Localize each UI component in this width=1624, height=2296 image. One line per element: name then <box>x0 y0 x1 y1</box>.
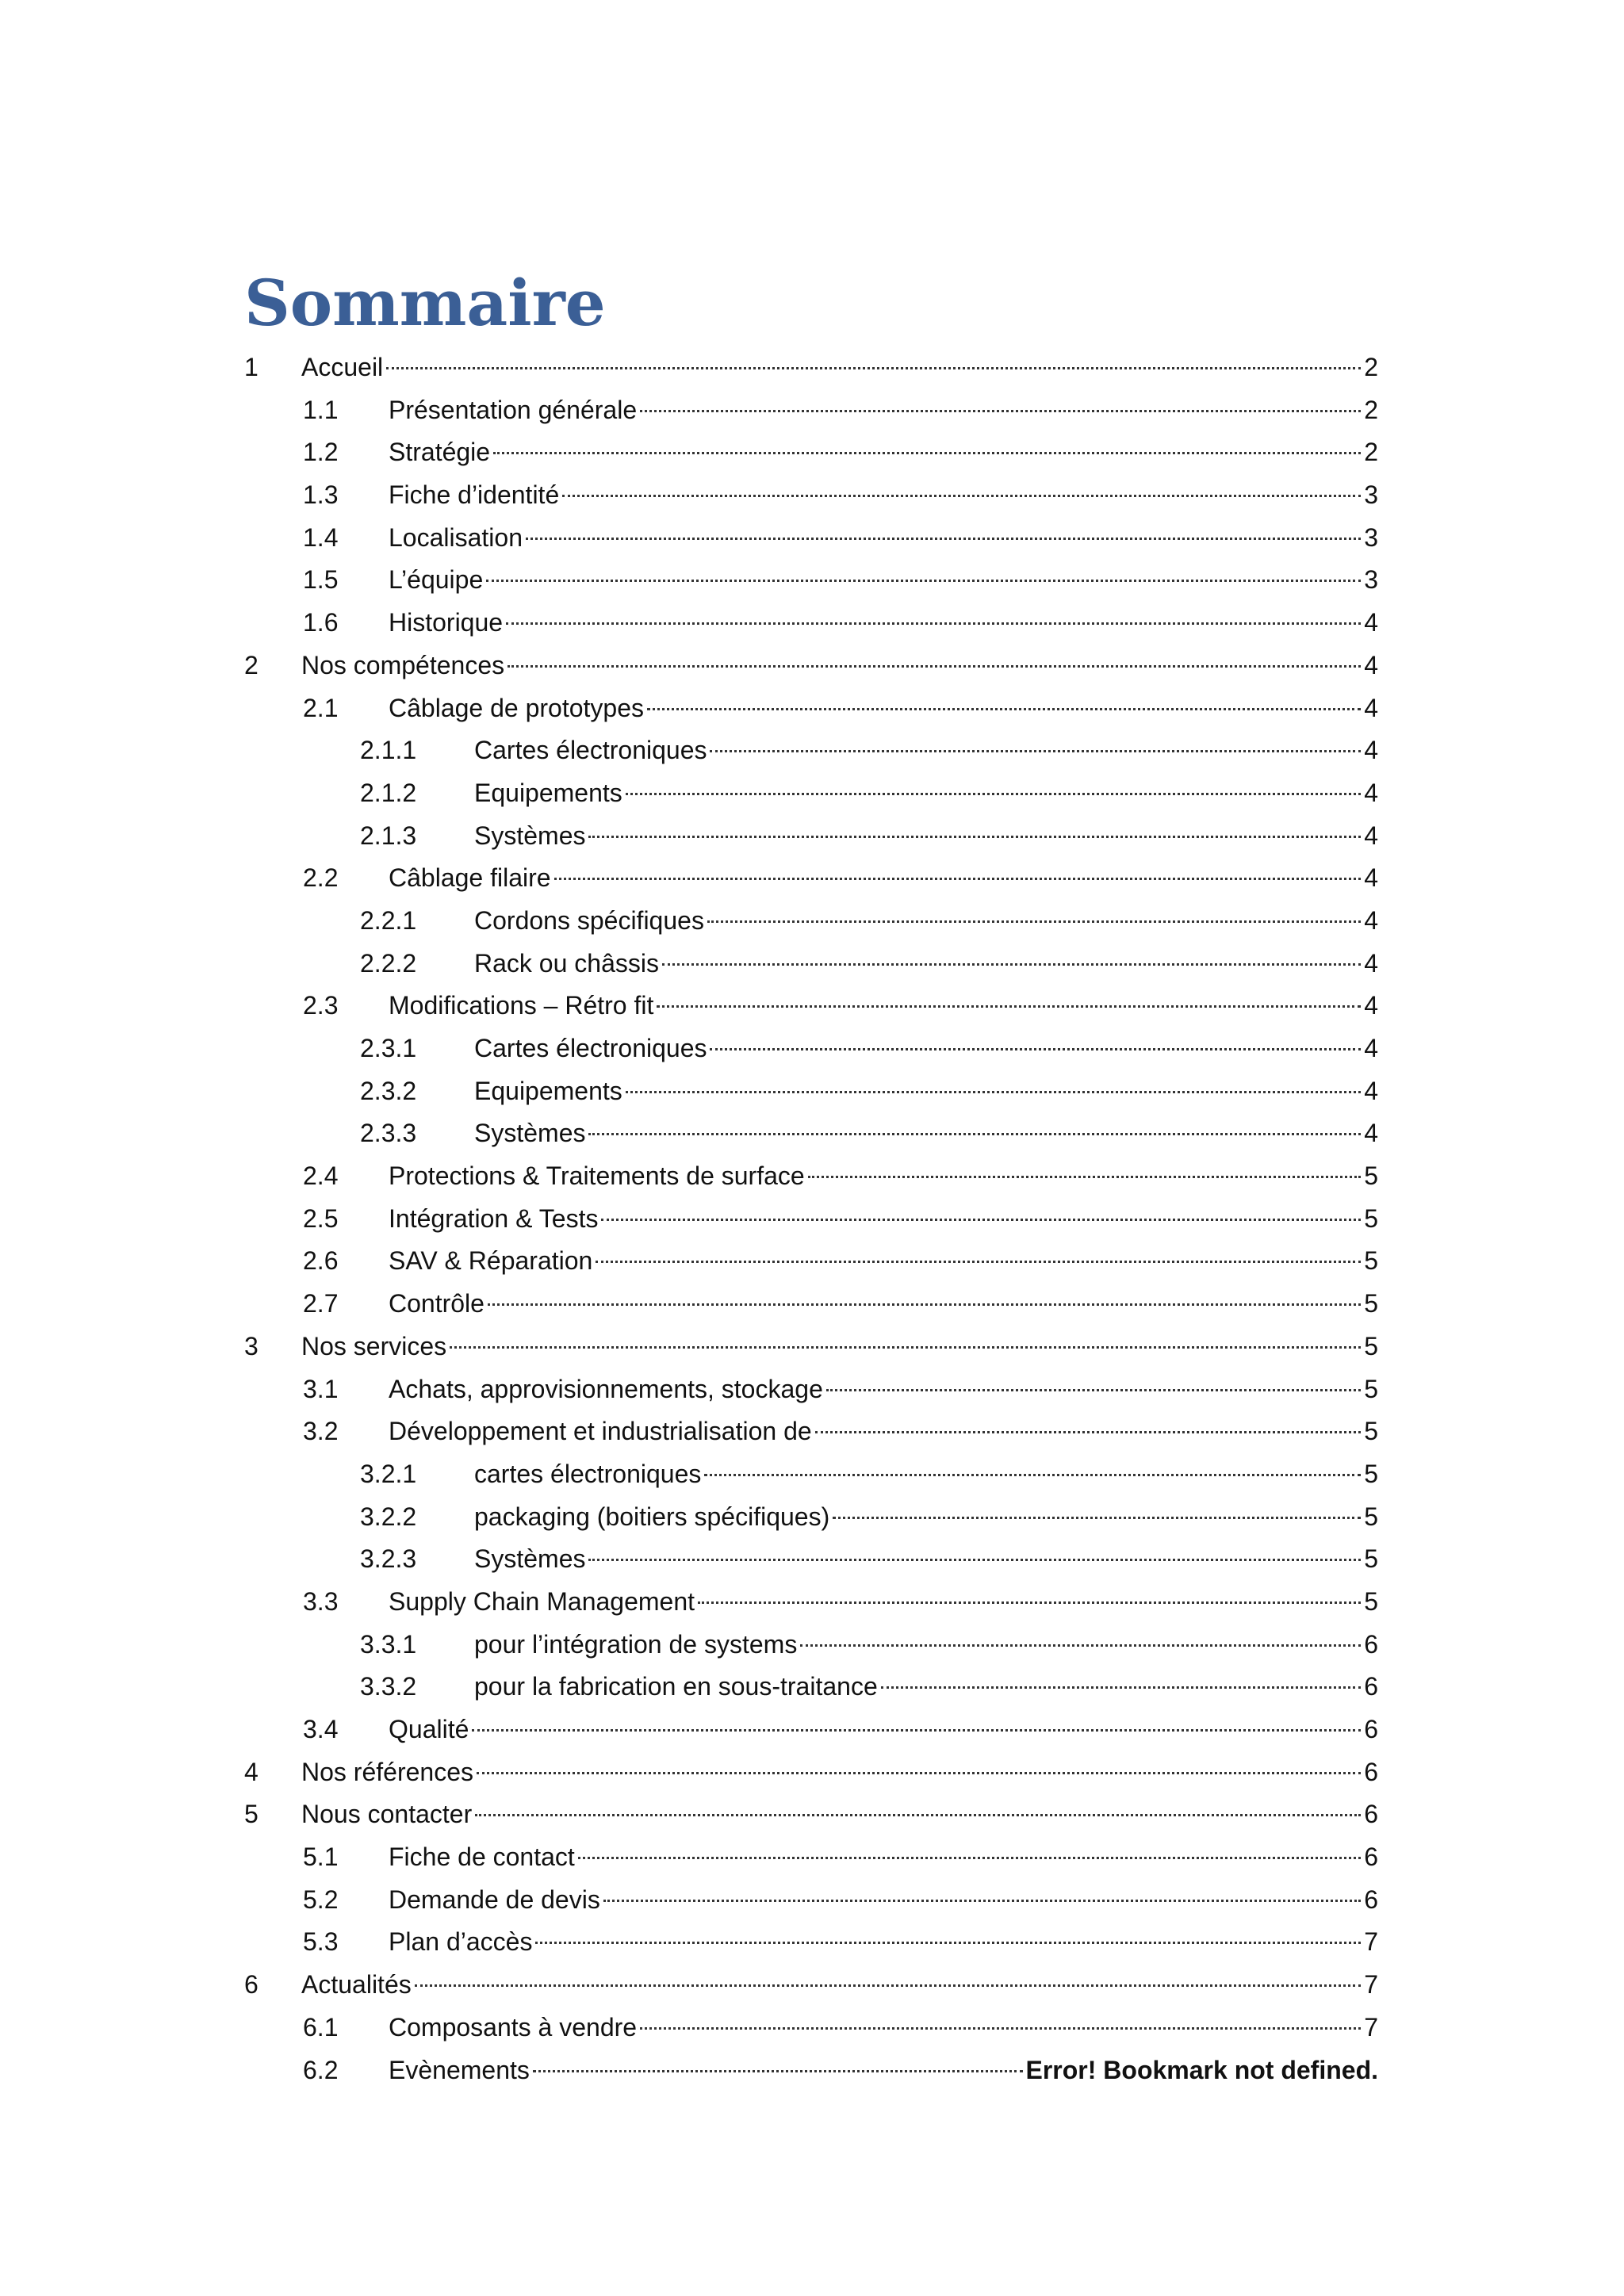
toc-entry-page: 5 <box>1364 1586 1378 1616</box>
toc-entry-number: 2.2.2 <box>360 948 417 978</box>
toc-entry-title: Evènements <box>389 2055 530 2084</box>
toc-entry[interactable] <box>244 1836 1378 1879</box>
toc-dot-leader <box>588 835 1361 838</box>
toc-dot-leader <box>493 451 1361 454</box>
toc-entry[interactable] <box>244 559 1378 602</box>
toc-entry-page: 4 <box>1364 821 1378 850</box>
toc-entry-number: 2.3.3 <box>360 1119 417 1148</box>
toc-entry-number: 2.4 <box>303 1161 339 1191</box>
toc-entry[interactable] <box>244 857 1378 900</box>
toc-entry-page: 4 <box>1364 736 1378 765</box>
toc-entry[interactable] <box>244 772 1378 815</box>
toc-entry-page: 2 <box>1364 438 1378 467</box>
toc-entry-page: 4 <box>1364 905 1378 935</box>
toc-dot-leader <box>626 1090 1361 1093</box>
toc-entry-number: 2.7 <box>303 1289 339 1318</box>
toc-entry-page: 3 <box>1364 480 1378 510</box>
toc-entry-title: Cartes électroniques <box>474 1034 707 1062</box>
toc-entry[interactable] <box>244 900 1378 943</box>
toc-entry-title: Cartes électroniques <box>474 736 707 765</box>
toc-dot-leader <box>450 1345 1361 1349</box>
toc-dot-leader <box>647 707 1361 710</box>
toc-entry-page: 4 <box>1364 1076 1378 1105</box>
toc-dot-leader <box>710 1047 1361 1050</box>
toc-entry-title: Equipements <box>474 778 622 807</box>
toc-entry-title: Câblage de prototypes <box>389 693 644 722</box>
toc-entry-title: Demande de devis <box>389 1885 600 1914</box>
toc-entry[interactable] <box>244 1496 1378 1539</box>
toc-entry[interactable] <box>244 1624 1378 1667</box>
table-of-contents <box>244 346 1378 2091</box>
toc-entry-page: 5 <box>1364 1374 1378 1403</box>
toc-dot-leader <box>588 1132 1361 1135</box>
toc-entry-title: Fiche de contact <box>389 1843 575 1872</box>
toc-entry-title: Plan d’accès <box>389 1927 533 1957</box>
toc-entry-title: Rack ou châssis <box>474 948 659 978</box>
toc-entry-page: 6 <box>1364 1800 1378 1829</box>
toc-entry-title: Cordons spécifiques <box>474 905 704 935</box>
toc-dot-leader <box>826 1388 1361 1391</box>
toc-entry[interactable] <box>244 985 1378 1027</box>
toc-dot-leader <box>533 2069 1023 2072</box>
toc-dot-leader <box>526 537 1361 540</box>
toc-entry-title: Nous contacter <box>301 1800 473 1829</box>
toc-entry-number: 1.6 <box>303 608 339 637</box>
toc-entry[interactable] <box>244 1964 1378 2007</box>
toc-dot-leader <box>415 1984 1361 1987</box>
toc-entry[interactable] <box>244 1751 1378 1794</box>
toc-entry[interactable] <box>244 1198 1378 1241</box>
toc-entry-number: 2.1 <box>303 693 339 722</box>
toc-entry-title: SAV & Réparation <box>389 1246 593 1276</box>
toc-entry-page: 5 <box>1364 1544 1378 1574</box>
toc-entry-number: 2.5 <box>303 1203 339 1233</box>
toc-entry-title: Câblage filaire <box>389 863 551 893</box>
toc-entry-title: Systèmes <box>474 1119 586 1148</box>
toc-entry-number: 2.2.1 <box>360 905 417 935</box>
toc-entry-number: 1.3 <box>303 480 339 510</box>
toc-entry-title: Nos services <box>301 1331 447 1360</box>
toc-entry-title: L’équipe <box>389 565 484 595</box>
toc-dot-leader <box>707 920 1361 923</box>
toc-entry-title: Présentation générale <box>389 395 638 424</box>
toc-entry-number: 1.2 <box>303 438 339 467</box>
toc-entry[interactable] <box>244 1112 1378 1155</box>
toc-entry-number: 6 <box>244 1970 259 1999</box>
toc-entry-title: Intégration & Tests <box>389 1203 599 1233</box>
toc-entry[interactable] <box>244 1581 1378 1624</box>
toc-entry-title: Développement et industrialisation de <box>389 1417 812 1446</box>
toc-dot-leader <box>603 1899 1361 1902</box>
toc-dot-leader <box>704 1473 1361 1476</box>
toc-entry-page: 4 <box>1364 991 1378 1020</box>
toc-entry-page: 6 <box>1364 1757 1378 1786</box>
toc-entry-number: 2.1.2 <box>360 778 417 807</box>
toc-entry-page: 7 <box>1364 1970 1378 1999</box>
toc-entry-number: 2.2 <box>303 863 339 893</box>
toc-entry[interactable] <box>244 346 1378 389</box>
toc-entry[interactable] <box>244 602 1378 645</box>
toc-dot-leader <box>815 1430 1362 1433</box>
toc-dot-leader <box>596 1260 1361 1263</box>
toc-dot-leader <box>475 1813 1361 1816</box>
toc-entry-number: 3.3.2 <box>360 1672 417 1701</box>
toc-entry-number: 5.3 <box>303 1927 339 1957</box>
toc-entry-page: 5 <box>1364 1246 1378 1276</box>
toc-dot-leader <box>477 1771 1361 1774</box>
toc-entry-page: 4 <box>1364 948 1378 978</box>
toc-entry[interactable] <box>244 389 1378 432</box>
toc-dot-leader <box>808 1175 1362 1178</box>
toc-entry-page: 3 <box>1364 522 1378 552</box>
toc-title: Sommaire <box>244 266 606 340</box>
toc-entry-title: Historique <box>389 608 504 637</box>
toc-entry-title: Stratégie <box>389 438 491 467</box>
toc-entry-page: 3 <box>1364 565 1378 595</box>
toc-entry[interactable] <box>244 1240 1378 1283</box>
toc-entry-page: 4 <box>1364 693 1378 722</box>
toc-dot-leader <box>601 1218 1361 1221</box>
toc-entry-page-error: Error! Bookmark not defined. <box>1025 2055 1378 2084</box>
toc-entry-number: 2.1.1 <box>360 736 417 765</box>
toc-entry-number: 5.1 <box>303 1843 339 1872</box>
toc-entry[interactable] <box>244 1793 1378 1836</box>
toc-entry[interactable] <box>244 1538 1378 1581</box>
toc-entry-number: 6.2 <box>303 2055 339 2084</box>
toc-entry-number: 1.4 <box>303 522 339 552</box>
toc-entry-page: 2 <box>1364 395 1378 424</box>
toc-entry-title: Modifications – Rétro fit <box>389 991 654 1020</box>
toc-dot-leader <box>486 579 1361 582</box>
toc-dot-leader <box>881 1686 1361 1689</box>
toc-dot-leader <box>535 1941 1361 1944</box>
toc-entry-page: 5 <box>1364 1331 1378 1360</box>
toc-entry-number: 2.3 <box>303 991 339 1020</box>
toc-entry-title: Nos références <box>301 1757 473 1786</box>
toc-entry-page: 7 <box>1364 2012 1378 2042</box>
toc-entry[interactable] <box>244 1879 1378 1922</box>
toc-entry-page: 7 <box>1364 1927 1378 1957</box>
toc-entry-title: Nos compétences <box>301 650 505 679</box>
toc-entry[interactable] <box>244 943 1378 985</box>
toc-entry-title: Protections & Traitements de surface <box>389 1161 805 1191</box>
toc-dot-leader <box>640 2026 1361 2030</box>
toc-entry-page: 5 <box>1364 1502 1378 1531</box>
toc-entry[interactable] <box>244 1155 1378 1198</box>
toc-entry-page: 6 <box>1364 1672 1378 1701</box>
toc-dot-leader <box>833 1516 1361 1519</box>
toc-entry-title: Achats, approvisionnements, stockage <box>389 1374 823 1403</box>
toc-entry[interactable] <box>244 815 1378 858</box>
toc-entry-page: 6 <box>1364 1629 1378 1659</box>
toc-entry[interactable] <box>244 687 1378 730</box>
toc-dot-leader <box>710 749 1361 752</box>
toc-entry-title: Fiche d’identité <box>389 480 560 510</box>
toc-dot-leader <box>698 1601 1361 1604</box>
toc-entry-number: 3.2 <box>303 1417 339 1446</box>
toc-entry-title: Equipements <box>474 1076 622 1105</box>
toc-entry-page: 5 <box>1364 1459 1378 1488</box>
toc-entry-number: 3.3 <box>303 1586 339 1616</box>
toc-entry-page: 4 <box>1364 1119 1378 1148</box>
toc-entry-page: 4 <box>1364 778 1378 807</box>
toc-entry-title: pour l’intégration de systems <box>474 1629 798 1659</box>
toc-dot-leader <box>640 409 1361 412</box>
toc-entry-page: 5 <box>1364 1203 1378 1233</box>
toc-entry[interactable] <box>244 517 1378 560</box>
toc-entry-title: Systèmes <box>474 821 586 850</box>
toc-dot-leader <box>588 1558 1361 1561</box>
toc-entry[interactable] <box>244 431 1378 474</box>
toc-entry[interactable] <box>244 1410 1378 1453</box>
toc-entry-title: Contrôle <box>389 1289 485 1318</box>
toc-dot-leader <box>488 1303 1361 1306</box>
toc-entry-number: 2.6 <box>303 1246 339 1276</box>
toc-entry-title: Localisation <box>389 522 523 552</box>
toc-entry-number: 5.2 <box>303 1885 339 1914</box>
toc-entry[interactable] <box>244 1027 1378 1070</box>
toc-entry-number: 2.3.1 <box>360 1034 417 1062</box>
toc-entry-page: 4 <box>1364 1034 1378 1062</box>
toc-entry[interactable] <box>244 1326 1378 1368</box>
toc-entry[interactable] <box>244 2007 1378 2049</box>
toc-entry-title: Actualités <box>301 1970 412 1999</box>
toc-dot-leader <box>800 1644 1361 1647</box>
toc-entry-number: 3.2.3 <box>360 1544 417 1574</box>
toc-entry[interactable] <box>244 1453 1378 1496</box>
toc-entry-title: Systèmes <box>474 1544 586 1574</box>
toc-entry-title: Accueil <box>301 353 384 381</box>
toc-entry-page: 6 <box>1364 1843 1378 1872</box>
toc-entry-number: 3.4 <box>303 1715 339 1743</box>
toc-entry-page: 2 <box>1364 353 1378 381</box>
toc-dot-leader <box>472 1728 1361 1732</box>
toc-entry[interactable] <box>244 1666 1378 1709</box>
toc-entry-number: 3 <box>244 1331 259 1360</box>
toc-dot-leader <box>386 366 1361 369</box>
toc-entry-number: 4 <box>244 1757 259 1786</box>
toc-entry-number: 6.1 <box>303 2012 339 2042</box>
toc-entry-title: pour la fabrication en sous-traitance <box>474 1672 878 1701</box>
toc-entry-number: 1.5 <box>303 565 339 595</box>
toc-dot-leader <box>578 1856 1361 1859</box>
toc-entry-number: 1 <box>244 353 259 381</box>
toc-entry-page: 4 <box>1364 863 1378 893</box>
toc-entry-page: 6 <box>1364 1715 1378 1743</box>
toc-dot-leader <box>508 664 1361 668</box>
toc-entry-number: 5 <box>244 1800 259 1829</box>
toc-entry-number: 3.1 <box>303 1374 339 1403</box>
toc-entry-page: 5 <box>1364 1289 1378 1318</box>
toc-entry[interactable] <box>244 2049 1378 2092</box>
toc-dot-leader <box>626 792 1361 795</box>
toc-entry-title: cartes électroniques <box>474 1459 702 1488</box>
toc-entry-page: 4 <box>1364 608 1378 637</box>
toc-entry[interactable] <box>244 1709 1378 1751</box>
toc-entry-number: 2.1.3 <box>360 821 417 850</box>
toc-entry-page: 6 <box>1364 1885 1378 1914</box>
toc-entry-title: Supply Chain Management <box>389 1586 695 1616</box>
toc-entry[interactable] <box>244 1283 1378 1326</box>
toc-entry-number: 2 <box>244 650 259 679</box>
toc-entry[interactable] <box>244 474 1378 517</box>
toc-entry[interactable] <box>244 729 1378 772</box>
toc-dot-leader <box>562 494 1361 497</box>
toc-entry-title: Qualité <box>389 1715 469 1743</box>
toc-dot-leader <box>554 877 1362 880</box>
toc-entry-title: packaging (boitiers spécifiques) <box>474 1502 830 1531</box>
toc-entry-number: 3.2.1 <box>360 1459 417 1488</box>
toc-dot-leader <box>506 622 1361 625</box>
toc-entry-number: 3.3.1 <box>360 1629 417 1659</box>
toc-entry[interactable] <box>244 1368 1378 1411</box>
toc-entry[interactable] <box>244 1921 1378 1964</box>
toc-entry-number: 3.2.2 <box>360 1502 417 1531</box>
toc-entry-number: 2.3.2 <box>360 1076 417 1105</box>
toc-entry-title: Composants à vendre <box>389 2012 638 2042</box>
toc-entry[interactable] <box>244 1070 1378 1113</box>
toc-entry[interactable] <box>244 645 1378 687</box>
toc-entry-page: 4 <box>1364 650 1378 679</box>
toc-entry-number: 1.1 <box>303 395 339 424</box>
toc-dot-leader <box>657 1004 1361 1008</box>
toc-entry-page: 5 <box>1364 1161 1378 1191</box>
toc-entry-page: 5 <box>1364 1417 1378 1446</box>
toc-dot-leader <box>662 962 1361 966</box>
